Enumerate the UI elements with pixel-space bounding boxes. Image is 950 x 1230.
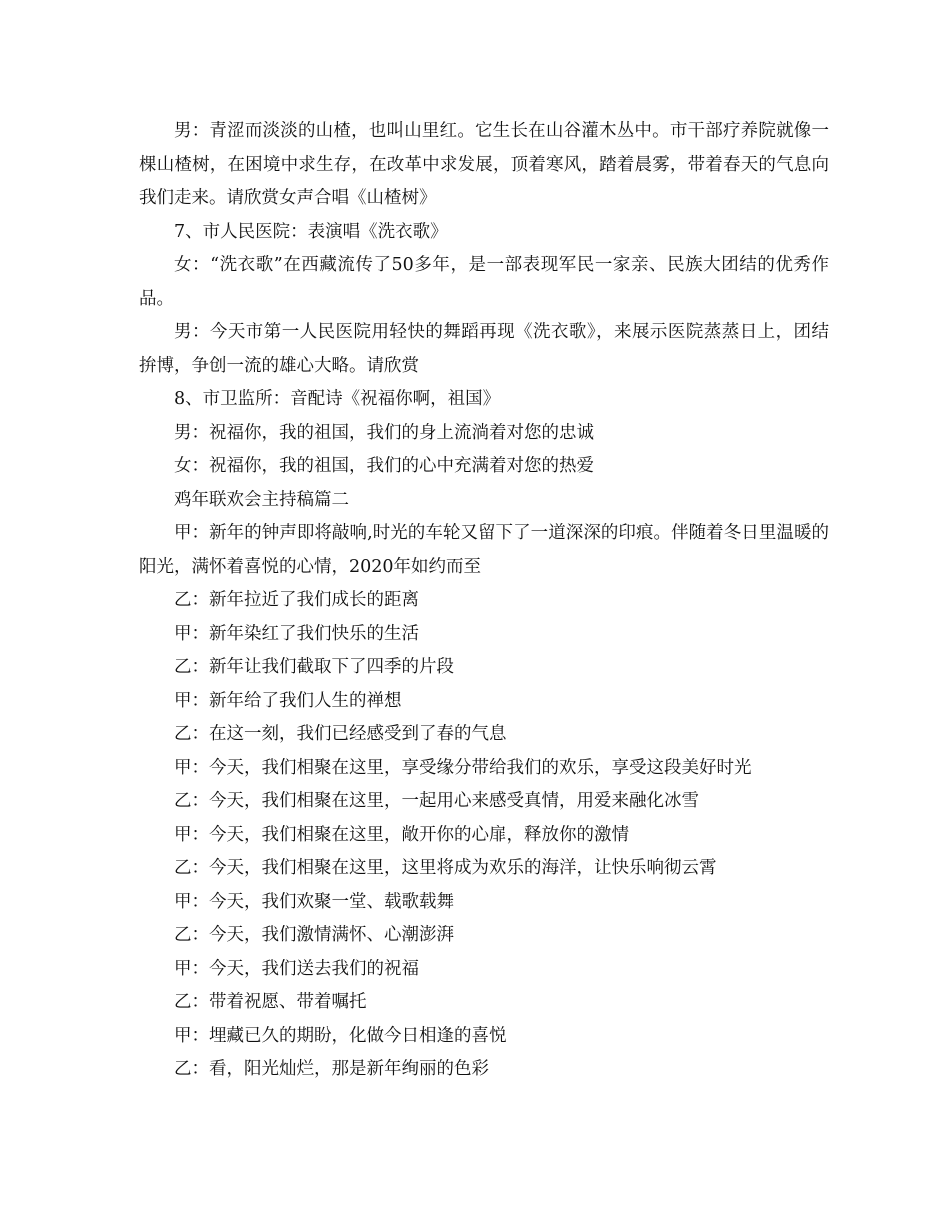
program-item-8: 8、市卫监所：音配诗《祝福你啊，祖国》 (174, 389, 501, 409)
document-body (139, 115, 829, 1087)
paragraph-blessing-female: 女：祝福你，我的祖国，我们的心中充满着对您的热爱 (174, 456, 594, 476)
dialogue-line: 甲：今天，我们相聚在这里，享受缘分带给我们的欢乐，享受这段美好时光 (174, 757, 752, 778)
paragraph-shanzha-intro: 男：青涩而淡淡的山楂，也叫山里红。它生长在山谷灌木丛中。市干部疗养院就像一棵山楂树，在困境中求生存，在改革中求发展，顶着寒风，踏着晨雾，带着春天的气息向我们走来。请欣赏女声合唱《山楂树》 (139, 121, 829, 208)
dialogue-line: 甲：新年染红了我们快乐的生活 (174, 623, 419, 644)
dialogue-line: 甲：今天，我们送去我们的祝福 (174, 958, 419, 979)
paragraph-xiyige-hospital: 男：今天市第一人民医院用轻快的舞蹈再现《洗衣歌》，来展示医院蒸蒸日上，团结拚博，争创一流的雄心大略。请欣赏 (139, 322, 829, 376)
dialogue-line: 乙：今天，我们相聚在这里，这里将成为欢乐的海洋，让快乐响彻云霄 (174, 858, 717, 878)
dialogue-line: 乙：今天，我们相聚在这里，一起用心来感受真情，用爱来融化冰雪 (174, 791, 699, 811)
program-item-7: 7、市人民医院：表演唱《洗衣歌》 (174, 221, 448, 242)
section-heading: 鸡年联欢会主持稿篇二 (174, 489, 349, 510)
paragraph-blessing-male: 男：祝福你，我的祖国，我们的身上流淌着对您的忠诚 (174, 422, 594, 443)
dialogue-line: 甲：埋藏已久的期盼，化做今日相逢的喜悦 (174, 1025, 507, 1046)
paragraph-xiyige-intro: 女：“洗衣歌”在西藏流传了50多年，是一部表现军民一家亲、民族大团结的优秀作品。 (139, 255, 829, 309)
dialogue-line: 乙：今天，我们激情满怀、心潮澎湃 (174, 925, 454, 945)
dialogue-line: 乙：新年拉近了我们成长的距离 (174, 590, 419, 610)
dialogue-line: 甲：今天，我们欢聚一堂、载歌载舞 (174, 891, 454, 912)
dialogue-line: 乙：在这一刻，我们已经感受到了春的气息 (174, 724, 507, 744)
dialogue-line: 乙：带着祝愿、带着嘱托 (174, 992, 367, 1012)
paragraph-new-year-opening: 甲：新年的钟声即将敲响,时光的车轮又留下了一道深深的印痕。伴随着冬日里温暖的阳光，满怀着喜悦的心情，2020年如约而至 (139, 523, 829, 577)
dialogue-line: 甲：新年给了我们人生的禅想 (174, 690, 402, 711)
dialogue-line: 乙：看，阳光灿烂，那是新年绚丽的色彩 (174, 1059, 489, 1079)
dialogue-line: 乙：新年让我们截取下了四季的片段 (174, 657, 454, 677)
dialogue-line: 甲：今天，我们相聚在这里，敞开你的心扉，释放你的激情 (174, 824, 629, 845)
